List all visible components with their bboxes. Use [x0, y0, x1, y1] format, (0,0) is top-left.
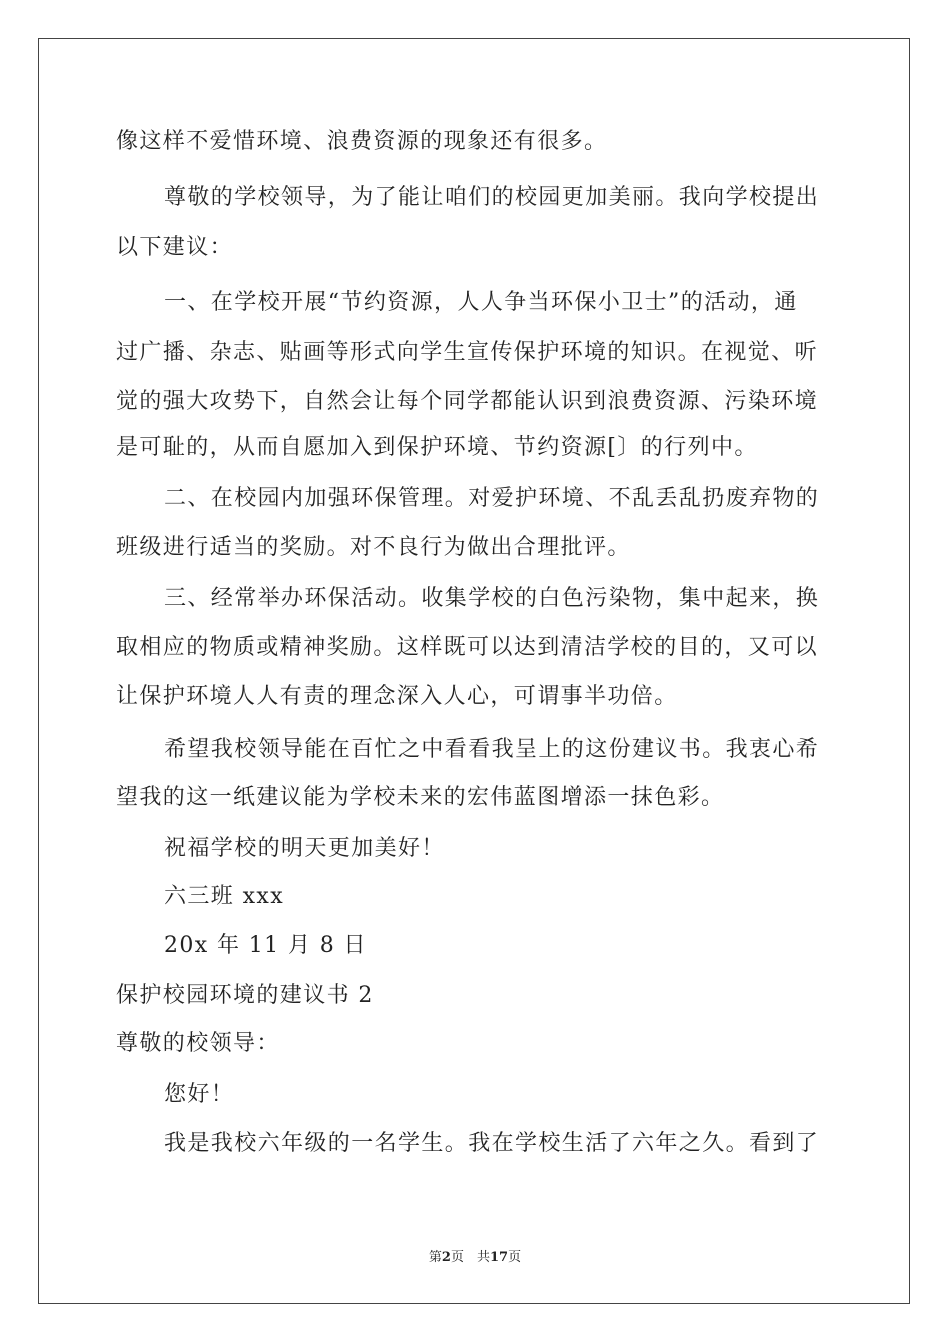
footer-prefix: 第 — [428, 1250, 442, 1265]
text-line: 过广播、杂志、贴画等形式向学生宣传保护环境的知识。在视觉、听 — [116, 340, 819, 365]
text-line: 以下建议： — [116, 235, 234, 260]
page-frame — [38, 38, 910, 1304]
text-line: 希望我校领导能在百忙之中看看我呈上的这份建议书。我衷心希 — [164, 737, 820, 762]
footer-page-number: 2 — [441, 1250, 451, 1265]
footer-total-pages: 17 — [489, 1250, 509, 1265]
text-line: 取相应的物质或精神奖励。这样既可以达到清洁学校的目的，又可以 — [116, 635, 819, 660]
text-line: 觉的强大攻势下，自然会让每个同学都能认识到浪费资源、污染环境 — [116, 389, 819, 414]
text-line: 一、在学校开展“节约资源，人人争当环保小卫士”的活动，通 — [164, 290, 798, 315]
text-line: 保护校园环境的建议书 2 — [116, 983, 374, 1008]
text-line: 望我的这一纸建议能为学校未来的宏伟蓝图增添一抹色彩。 — [116, 785, 725, 810]
text-line: 三、经常举办环保活动。收集学校的白色污染物，集中起来，换 — [164, 586, 820, 611]
footer-middle: 页 共 — [450, 1250, 490, 1265]
text-line: 20x 年 11 月 8 日 — [164, 933, 367, 958]
text-line: 尊敬的学校领导，为了能让咱们的校园更加美丽。我向学校提出 — [164, 185, 820, 210]
text-line: 六三班 xxx — [164, 884, 285, 909]
text-line: 您好！ — [164, 1082, 235, 1107]
footer-suffix: 页 — [508, 1250, 522, 1265]
text-line: 尊敬的校领导： — [116, 1031, 280, 1056]
text-line: 我是我校六年级的一名学生。我在学校生活了六年之久。看到了 — [164, 1131, 820, 1156]
page-footer — [0, 1246, 950, 1265]
text-line: 班级进行适当的奖励。对不良行为做出合理批评。 — [116, 535, 631, 560]
text-line: 祝福学校的明天更加美好！ — [164, 836, 445, 861]
text-line: 像这样不爱惜环境、浪费资源的现象还有很多。 — [116, 129, 608, 154]
text-line: 是可耻的，从而自愿加入到保护环境、节约资源[〕的行列中。 — [116, 435, 758, 460]
text-line: 让保护环境人人有责的理念深入人心，可谓事半功倍。 — [116, 684, 678, 709]
text-line: 二、在校园内加强环保管理。对爱护环境、不乱丢乱扔废弃物的 — [164, 486, 820, 511]
